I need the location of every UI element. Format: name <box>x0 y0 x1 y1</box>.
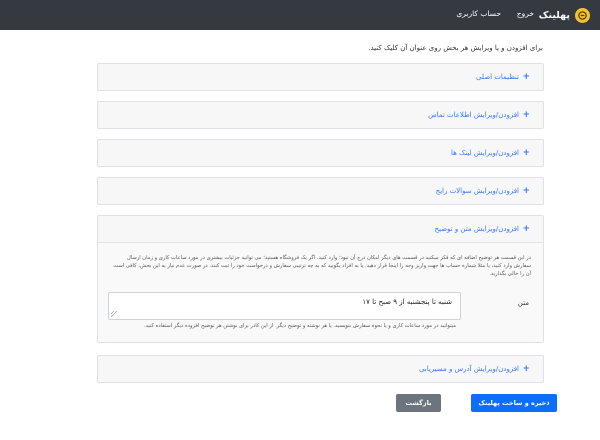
section-links <box>97 139 544 167</box>
intro-text: برای افزودن و یا ویرایش هر بخش روی عنوان آن کلیک کنید. <box>368 44 543 52</box>
section-faq <box>97 177 544 205</box>
logout-link[interactable]: خروج <box>516 9 534 18</box>
plus-icon: + <box>522 364 530 374</box>
section-header[interactable] <box>98 216 543 242</box>
section-header[interactable] <box>98 356 543 382</box>
plus-icon: + <box>522 72 530 82</box>
save-button[interactable]: ذخیره و ساخت پهلینک <box>471 394 557 412</box>
section-title[interactable]: افزودن/ویرایش متن و توضیح <box>434 225 519 233</box>
section-address <box>97 355 544 383</box>
top-navbar <box>0 0 600 30</box>
section-title[interactable]: تنظیمات اصلی <box>476 73 519 81</box>
section-title[interactable]: افزودن/ویرایش لینک ها <box>450 149 519 157</box>
resize-grip-icon[interactable] <box>111 311 117 317</box>
section-header[interactable] <box>98 102 543 128</box>
text-textarea[interactable] <box>108 292 461 320</box>
section-text-description <box>97 215 544 343</box>
section-header[interactable] <box>98 140 543 166</box>
section-header[interactable] <box>98 64 543 90</box>
brand-logo-icon <box>575 8 590 23</box>
section-body <box>98 242 543 342</box>
brand-name: پهلینک <box>538 9 570 21</box>
field-help-text: میتوانید در مورد ساعات کاری و یا نحوه سفارش بنویسید. یا هر نوشته و توضیح دیگر. از این کادر برای نوشتن هر توضیح افزوده دیگر استفاده کنید. <box>144 323 456 329</box>
section-title[interactable]: افزودن/ویرایش اطلاعات تماس <box>428 111 519 119</box>
back-button[interactable]: بازگشت <box>396 394 441 412</box>
account-link[interactable]: حساب کاربری <box>456 9 501 18</box>
section-main-settings <box>97 63 544 91</box>
section-title[interactable]: افزودن/ویرایش آدرس و مسیریابی <box>418 365 519 373</box>
section-contact-info <box>97 101 544 129</box>
section-header[interactable] <box>98 178 543 204</box>
textarea-value: شنبه تا پنجشنبه از ۹ صبح تا ۱۷ <box>362 298 452 306</box>
text-field-label: متن <box>517 299 529 307</box>
plus-icon: + <box>522 148 530 158</box>
plus-icon: + <box>522 186 530 196</box>
plus-icon: + <box>522 224 530 234</box>
section-title[interactable]: افزودن/ویرایش سوالات رایج <box>435 187 519 195</box>
plus-icon: + <box>522 110 530 120</box>
section-description: در این قسمت هر توضیح اضافه ای که فکر میکنید در قسمت های دیگر امکان درج آن نبود؛ وارد کنید. اگر یک فروشگاه هستید؛ می توانید جزئیات بیشتری در مورد ساعات کاری و زمان ارسال سفارش وارد کنید، یا مثلا شماره حساب ها جهت واریز وجه را اینجا قرار دهید. یا به افراد بگویید که به چه ترتیبی سفارش و درخواست خود را ثبت کنند. در صورت عدم نیاز به این بخش، کافی است آن را خالی بگذارید. <box>113 255 531 277</box>
brand[interactable] <box>539 7 590 23</box>
